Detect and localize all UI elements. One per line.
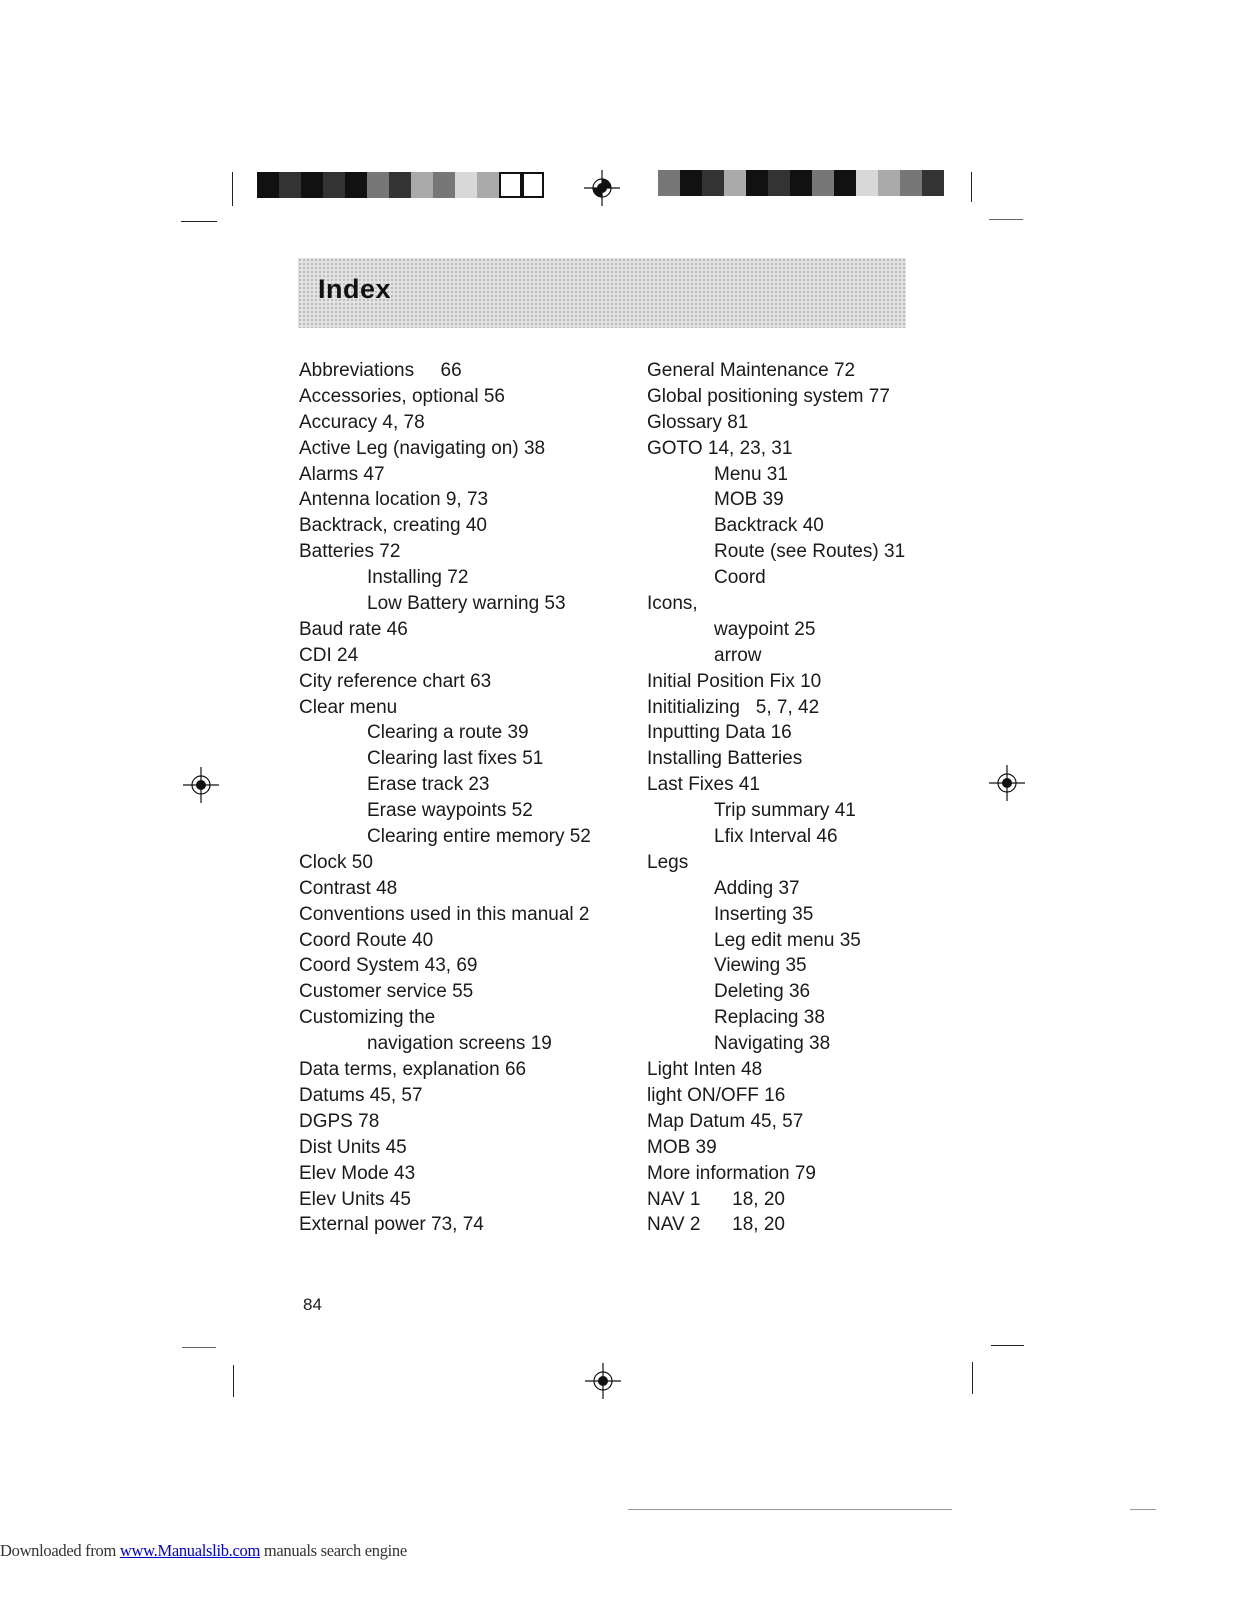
index-right-column — [647, 358, 977, 1238]
index-subentry: Erase waypoints 52 — [367, 800, 533, 822]
index-entry: Last Fixes 41 — [647, 774, 760, 796]
index-entry: Icons, — [647, 593, 698, 615]
crop-mark — [972, 1362, 973, 1394]
crop-mark — [989, 219, 1023, 220]
index-entry: Datums 45, 57 — [299, 1084, 423, 1106]
index-entry: Conventions used in this manual 2 — [299, 903, 590, 925]
index-subentry: waypoint 25 — [714, 618, 816, 640]
index-entry: Dist Units 45 — [299, 1136, 407, 1158]
page-title: Index — [318, 274, 392, 304]
index-entry: Baud rate 46 — [299, 618, 408, 640]
index-subentry: Trip summary 41 — [714, 800, 856, 822]
index-subentry: Installing 72 — [367, 567, 469, 589]
print-bar-left — [257, 172, 544, 198]
index-entry: Data terms, explanation 66 — [299, 1059, 527, 1081]
index-entry: City reference chart 63 — [299, 670, 492, 692]
index-subentry: Navigating 38 — [714, 1033, 831, 1055]
index-entry: NAV 2 18, 20 — [647, 1214, 786, 1236]
index-entry: Accuracy 4, 78 — [299, 411, 425, 433]
index-entry: Coord Route 40 — [299, 929, 434, 951]
registration-mark-icon — [183, 767, 219, 803]
index-subentry: Low Battery warning 53 — [367, 593, 566, 615]
index-subentry: navigation screens 19 — [367, 1033, 552, 1055]
index-entry: Active Leg (navigating on) 38 — [299, 437, 546, 459]
index-subentry: Adding 37 — [714, 877, 800, 899]
index-entry: Global positioning system 77 — [647, 385, 890, 407]
index-entry: GOTO 14, 23, 31 — [647, 437, 793, 459]
index-entry: Abbreviations 66 — [299, 360, 462, 381]
index-subentry: Replacing 38 — [714, 1007, 825, 1029]
index-entry: DGPS 78 — [299, 1110, 380, 1132]
index-subentry: Leg edit menu 35 — [714, 929, 861, 951]
footer-suffix: manuals search engine — [260, 1541, 407, 1560]
index-entry: Inputting Data 16 — [647, 722, 792, 744]
index-subentry: Backtrack 40 — [714, 515, 824, 537]
index-entry: Installing Batteries — [647, 748, 803, 770]
index-entry: Accessories, optional 56 — [299, 385, 505, 407]
registration-mark-icon — [989, 765, 1025, 801]
index-subentry: Route (see Routes) 31 — [714, 541, 906, 563]
index-left-column — [299, 358, 629, 1238]
index-subentry: Clearing a route 39 — [367, 722, 529, 744]
index-entry: Clock 50 — [299, 851, 373, 873]
index-subentry: Deleting 36 — [714, 981, 811, 1003]
index-subentry: arrow — [714, 644, 762, 666]
index-subentry: Menu 31 — [714, 463, 788, 485]
scan-artifact-line — [628, 1509, 952, 1510]
index-subentry: Erase track 23 — [367, 774, 490, 796]
index-entry: Light Inten 48 — [647, 1059, 763, 1081]
index-entry: More information 79 — [647, 1162, 816, 1184]
index-entry: Clear menu — [299, 696, 398, 718]
index-entry: Legs — [647, 851, 689, 873]
crop-mark — [232, 172, 233, 206]
index-entry: NAV 1 18, 20 — [647, 1188, 786, 1210]
index-entry: Glossary 81 — [647, 411, 749, 433]
registration-mark-icon — [585, 1363, 621, 1399]
index-entry: Elev Mode 43 — [299, 1162, 416, 1184]
index-entry: External power 73, 74 — [299, 1214, 484, 1236]
index-entry: Coord System 43, 69 — [299, 955, 478, 977]
index-entry: Customizing the — [299, 1007, 436, 1029]
crop-mark — [971, 172, 972, 202]
index-entry: Elev Units 45 — [299, 1188, 411, 1210]
page-number: 84 — [303, 1295, 322, 1314]
index-subentry: Clearing last fixes 51 — [367, 748, 544, 770]
print-bar-right — [658, 170, 944, 196]
index-subentry: Viewing 35 — [714, 955, 807, 977]
index-subentry: Inserting 35 — [714, 903, 814, 925]
index-entry: Initial Position Fix 10 — [647, 670, 822, 692]
index-entry: Backtrack, creating 40 — [299, 515, 487, 537]
index-subentry: Lfix Interval 46 — [714, 826, 838, 848]
index-entry: light ON/OFF 16 — [647, 1084, 786, 1106]
crop-mark — [181, 221, 217, 222]
index-entry: Contrast 48 — [299, 877, 398, 899]
index-entry: Inititializing 5, 7, 42 — [647, 696, 820, 718]
crop-mark — [182, 1347, 216, 1348]
crop-mark — [991, 1345, 1024, 1346]
crop-mark — [233, 1365, 234, 1397]
index-entry: MOB 39 — [647, 1136, 717, 1158]
scan-artifact-line — [1130, 1509, 1156, 1510]
index-entry: CDI 24 — [299, 644, 359, 666]
index-entry: General Maintenance 72 — [647, 360, 856, 381]
footer-prefix: Downloaded from — [0, 1541, 120, 1560]
index-subentry: Clearing entire memory 52 — [367, 826, 591, 848]
manualslib-link[interactable]: www.Manualslib.com — [119, 1541, 261, 1560]
index-entry: Antenna location 9, 73 — [299, 489, 489, 511]
registration-mark-icon — [584, 170, 620, 206]
download-footer — [0, 1541, 407, 1561]
index-subentry: MOB 39 — [714, 489, 784, 511]
index-entry: Batteries 72 — [299, 541, 401, 563]
index-entry: Customer service 55 — [299, 981, 474, 1003]
index-entry: Alarms 47 — [299, 463, 385, 485]
index-subentry: Coord — [714, 567, 766, 589]
index-entry: Map Datum 45, 57 — [647, 1110, 804, 1132]
